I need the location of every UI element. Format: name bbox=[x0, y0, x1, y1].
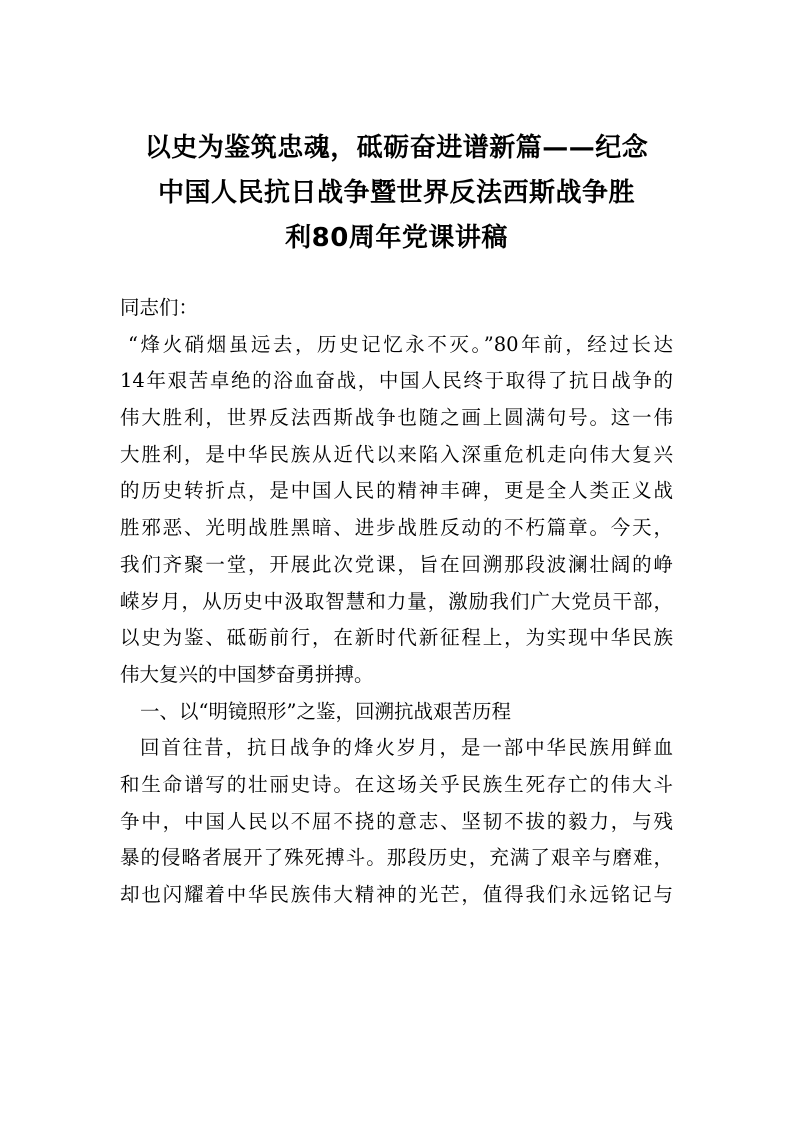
section-heading: 一、以“明镜照形”之鉴，回溯抗战艰苦历程 bbox=[140, 699, 511, 723]
paragraph-line: 嵘岁月，从历史中汲取智慧和力量，激励我们广大党员干部， bbox=[120, 589, 673, 613]
title-line: 中国人民抗日战争暨世界反法西斯战争胜 bbox=[157, 178, 635, 208]
paragraph-line: 回首往昔，抗日战争的烽火岁月，是一部中华民族用鲜血 bbox=[140, 736, 673, 760]
document-body bbox=[120, 290, 673, 914]
paragraph-line: 争中，中国人民以不屈不挠的意志、坚韧不拔的毅力，与残 bbox=[120, 809, 673, 833]
document-page bbox=[120, 0, 673, 1122]
paragraph-line: 暴的侵略者展开了殊死搏斗。那段历史，充满了艰辛与磨难， bbox=[120, 846, 673, 870]
paragraph-line: 14年艰苦卓绝的浴血奋战，中国人民终于取得了抗日战争的 bbox=[120, 369, 673, 393]
title-line: 利80周年党课讲稿 bbox=[285, 223, 508, 253]
paragraph-section1 bbox=[120, 730, 673, 913]
paragraph-line: 和生命谱写的壮丽史诗。在这场关乎民族生死存亡的伟大斗 bbox=[120, 772, 673, 796]
paragraph-line: “烽火硝烟虽远去，历史记忆永不灭。”80年前，经过长达 bbox=[128, 332, 673, 356]
paragraph-line: 以史为鉴、砥砺前行，在新时代新征程上，为实现中华民族 bbox=[120, 626, 673, 650]
paragraph-line: 大胜利，是中华民族从近代以来陷入深重危机走向伟大复兴 bbox=[120, 442, 673, 466]
document-title bbox=[120, 126, 673, 261]
paragraph-line: 胜邪恶、光明战胜黑暗、进步战胜反动的不朽篇章。今天， bbox=[120, 516, 673, 540]
salutation: 同志们： bbox=[120, 296, 199, 319]
title-line: 以史为鉴筑忠魂，砥砺奋进谱新篇——纪念 bbox=[144, 133, 649, 163]
paragraph-line: 的历史转折点，是中国人民的精神丰碑，更是全人类正义战 bbox=[120, 479, 673, 503]
paragraph-line: 却也闪耀着中华民族伟大精神的光芒，值得我们永远铭记与 bbox=[120, 883, 673, 906]
paragraph-line: 伟大胜利，世界反法西斯战争也随之画上圆满句号。这一伟 bbox=[120, 406, 673, 430]
paragraph-line: 伟大复兴的中国梦奋勇拼搏。 bbox=[120, 662, 374, 686]
paragraph-line: 我们齐聚一堂，开展此次党课，旨在回溯那段波澜壮阔的峥 bbox=[120, 552, 673, 576]
paragraph-intro bbox=[120, 327, 673, 694]
